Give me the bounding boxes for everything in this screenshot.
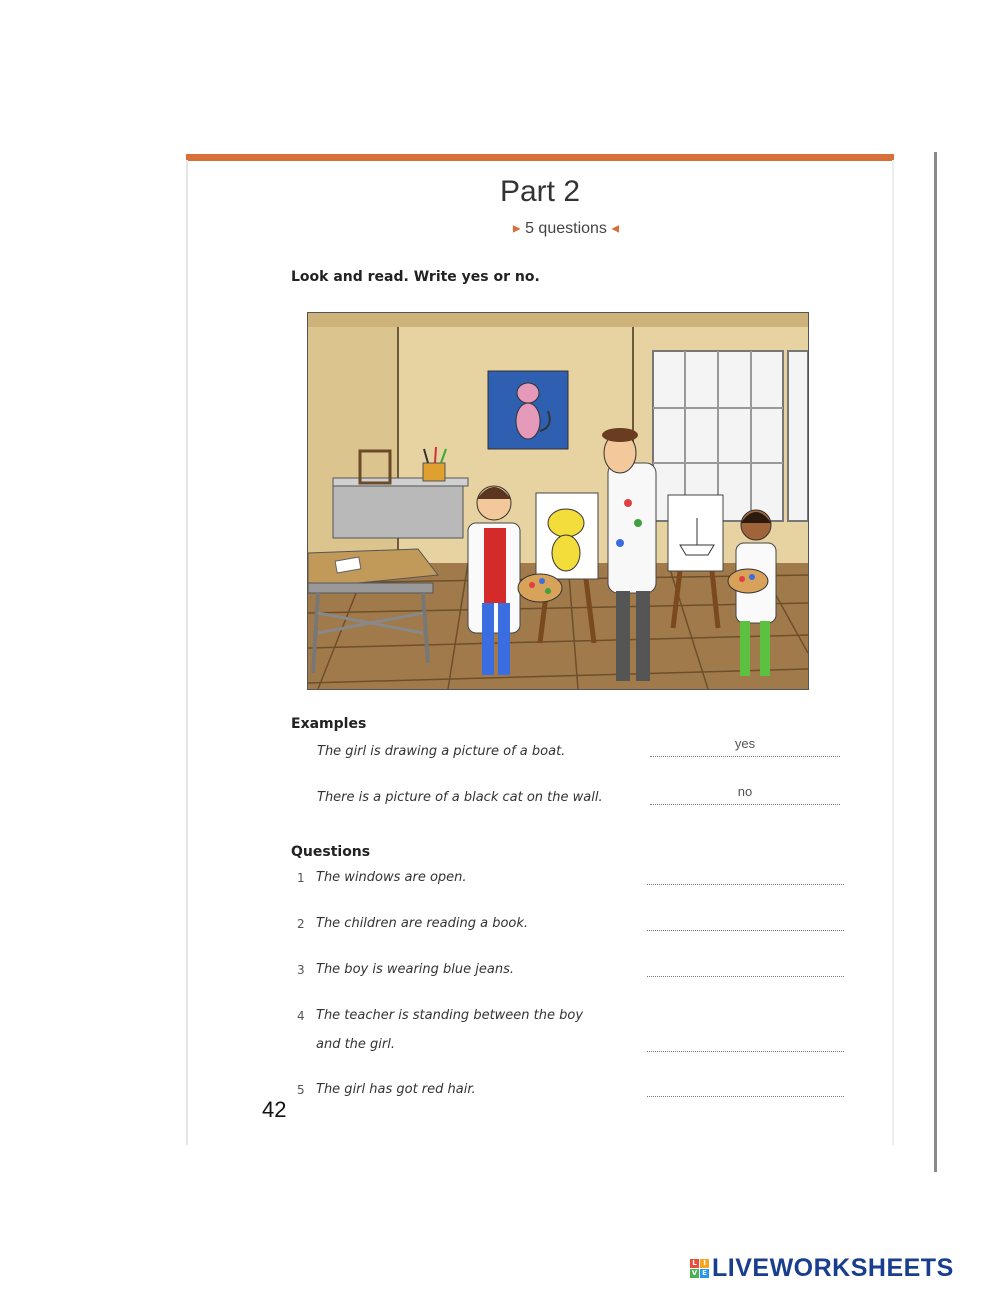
orange-top-bar bbox=[186, 154, 894, 161]
question-5-number: 5 bbox=[297, 1083, 305, 1097]
question-2-number: 2 bbox=[297, 917, 305, 931]
question-4-text-line2: and the girl. bbox=[316, 1037, 396, 1052]
logo-letter-l: L bbox=[690, 1259, 699, 1268]
logo-letter-e: E bbox=[700, 1269, 709, 1278]
question-2-text: The children are reading a book. bbox=[316, 916, 529, 931]
subtitle-text: 5 questions bbox=[525, 220, 607, 237]
question-3-answer-input[interactable] bbox=[647, 958, 844, 977]
question-4-number: 4 bbox=[297, 1009, 305, 1023]
question-2-answer-input[interactable] bbox=[647, 912, 844, 931]
question-1-text: The windows are open. bbox=[316, 870, 467, 885]
page-title: Part 2 bbox=[499, 175, 581, 208]
triangle-right-icon: ▶ bbox=[512, 223, 521, 235]
liveworksheets-brand-name: LIVEWORKSHEETS bbox=[712, 1254, 954, 1282]
logo-letter-i: I bbox=[700, 1259, 709, 1268]
question-3-number: 3 bbox=[297, 963, 305, 977]
questions-heading: Questions bbox=[291, 844, 371, 860]
liveworksheets-logo bbox=[690, 1254, 954, 1283]
example-1-answer: yes bbox=[734, 736, 756, 751]
classroom-scene bbox=[308, 313, 808, 689]
question-3-text: The boy is wearing blue jeans. bbox=[316, 962, 514, 977]
page-subtitle bbox=[0, 220, 1000, 238]
question-1-number: 1 bbox=[297, 871, 305, 885]
examples-heading: Examples bbox=[291, 716, 367, 732]
page-number: 42 bbox=[262, 1097, 287, 1122]
liveworksheets-icon bbox=[690, 1259, 709, 1278]
example-1-text: The girl is drawing a picture of a boat. bbox=[317, 744, 566, 759]
question-5-text: The girl has got red hair. bbox=[316, 1082, 476, 1097]
side-rule bbox=[934, 152, 937, 1172]
instruction-text: Look and read. Write yes or no. bbox=[291, 269, 540, 285]
question-4-text-line1: The teacher is standing between the boy bbox=[316, 1008, 584, 1023]
question-1-answer-input[interactable] bbox=[647, 866, 844, 885]
question-5-answer-input[interactable] bbox=[647, 1078, 844, 1097]
page-edge-right bbox=[892, 160, 894, 1145]
example-2-answer: no bbox=[737, 784, 753, 799]
art-classroom-illustration bbox=[307, 312, 809, 690]
page-edge-left bbox=[186, 160, 188, 1145]
triangle-left-icon: ◀ bbox=[611, 223, 620, 235]
question-4-answer-input[interactable] bbox=[647, 1033, 844, 1052]
example-2-text: There is a picture of a black cat on the wall. bbox=[317, 790, 603, 805]
logo-letter-v: V bbox=[691, 1269, 698, 1277]
